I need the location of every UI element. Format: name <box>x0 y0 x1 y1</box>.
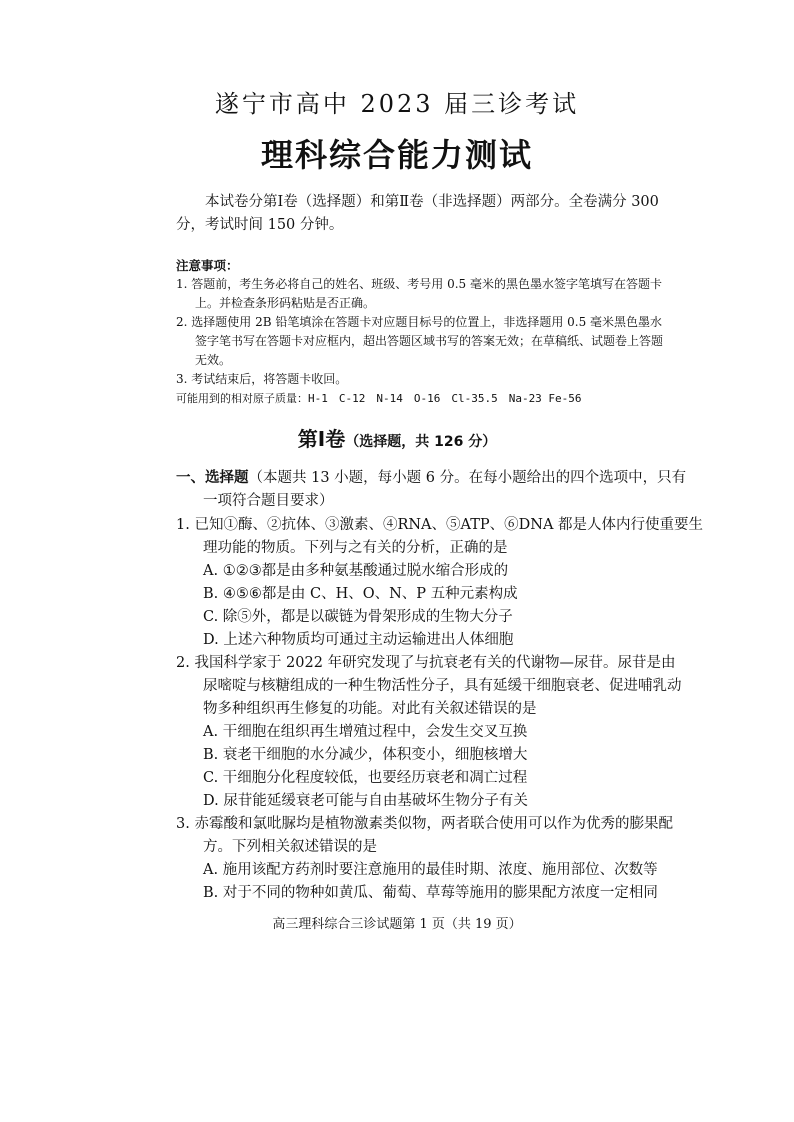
q1-stem-1: 1. 已知①酶、②抗体、③激素、④RNA、⑤ATP、⑥DNA 都是人体内行使重要生 <box>176 517 704 533</box>
exam-title: 理科综合能力测试 <box>260 136 533 174</box>
q2-stem-2: 尿嘧啶与核糖组成的一种生物活性分子，具有延缓干细胞衰老、促进哺乳动 <box>203 678 682 694</box>
q1-option-b: B. ④⑤⑥都是由 C、H、O、N、P 五种元素构成 <box>203 586 518 602</box>
page-footer: 高三理科综合三诊试题第 1 页（共 19 页） <box>272 917 522 932</box>
part1-desc-1: （本题共 13 小题，每小题 6 分。在每小题给出的四个选项中，只有 <box>248 470 687 486</box>
notice-item-3: 3. 考试结束后，将答题卡收回。 <box>176 372 348 386</box>
q2-option-a: A. 干细胞在组织再生增殖过程中，会发生交叉互换 <box>203 724 528 740</box>
q1-stem-2: 理功能的物质。下列与之有关的分析，正确的是 <box>203 540 508 556</box>
q2-option-b: B. 衰老干细胞的水分减少，体积变小，细胞核增大 <box>203 747 528 763</box>
q3-option-b: B. 对于不同的物种如黄瓜、葡萄、草莓等施用的膨果配方浓度一定相同 <box>203 885 658 901</box>
q3-stem-1: 3. 赤霉酸和氯吡脲均是植物激素类似物，两者联合使用可以作为优秀的膨果配 <box>176 816 673 832</box>
section-title: 第Ⅰ卷 <box>297 427 346 451</box>
q3-stem-2: 方。下列相关叙述错误的是 <box>203 839 377 855</box>
notice-item-2a: 2. 选择题使用 2B 铅笔填涂在答题卡对应题目标号的位置上，非选择题用 0.5 毫米黑色墨水 <box>176 315 663 329</box>
q2-option-d: D. 尿苷能延缓衰老可能与自由基破坏生物分子有关 <box>203 793 528 809</box>
q2-stem-1: 2. 我国科学家于 2022 年研究发现了与抗衰老有关的代谢物—尿苷。尿苷是由 <box>176 655 676 671</box>
atomic-masses: 可能用到的相对原子质量：H-1 C-12 N-14 O-16 Cl-35.5 Na-23 Fe-56 <box>176 392 582 405</box>
q1-option-d: D. 上述六种物质均可通过主动运输进出人体细胞 <box>203 632 514 648</box>
intro-line-2: 分，考试时间 150 分钟。 <box>176 217 344 233</box>
section-heading <box>0 423 794 452</box>
q1-option-a: A. ①②③都是由多种氨基酸通过脱水缩合形成的 <box>203 563 509 579</box>
part1-desc-2: 一项符合题目要求） <box>203 493 334 509</box>
q2-option-c: C. 干细胞分化程度较低，也要经历衰老和凋亡过程 <box>203 770 528 786</box>
q1-option-c: C. 除⑤外，都是以碳链为骨架形成的生物大分子 <box>203 609 513 625</box>
intro-line-1: 本试卷分第Ⅰ卷（选择题）和第Ⅱ卷（非选择题）两部分。全卷满分 300 <box>205 194 659 210</box>
notice-item-2b: 签字笔书写在答题卡对应框内，超出答题区域书写的答案无效；在草稿纸、试题卷上答题 <box>195 334 664 348</box>
notice-title: 注意事项： <box>176 258 239 273</box>
notice-item-1b: 上。并检查条形码粘贴是否正确。 <box>195 296 376 310</box>
exam-subtitle: 遂宁市高中 2023 届三诊考试 <box>214 90 580 118</box>
part1-heading <box>176 467 686 490</box>
part1-label: 一、选择题 <box>176 470 249 486</box>
notice-item-2c: 无效。 <box>195 353 232 367</box>
q3-option-a: A. 施用该配方药剂时要注意施用的最佳时期、浓度、施用部位、次数等 <box>203 862 658 878</box>
section-subtitle: （选择题，共 126 分） <box>345 434 497 450</box>
q2-stem-3: 物多种组织再生修复的功能。对此有关叙述错误的是 <box>203 701 537 717</box>
notice-item-1a: 1. 答题前，考生务必将自己的姓名、班级、考号用 0.5 毫米的黑色墨水签字笔填写在答题卡 <box>176 277 662 291</box>
